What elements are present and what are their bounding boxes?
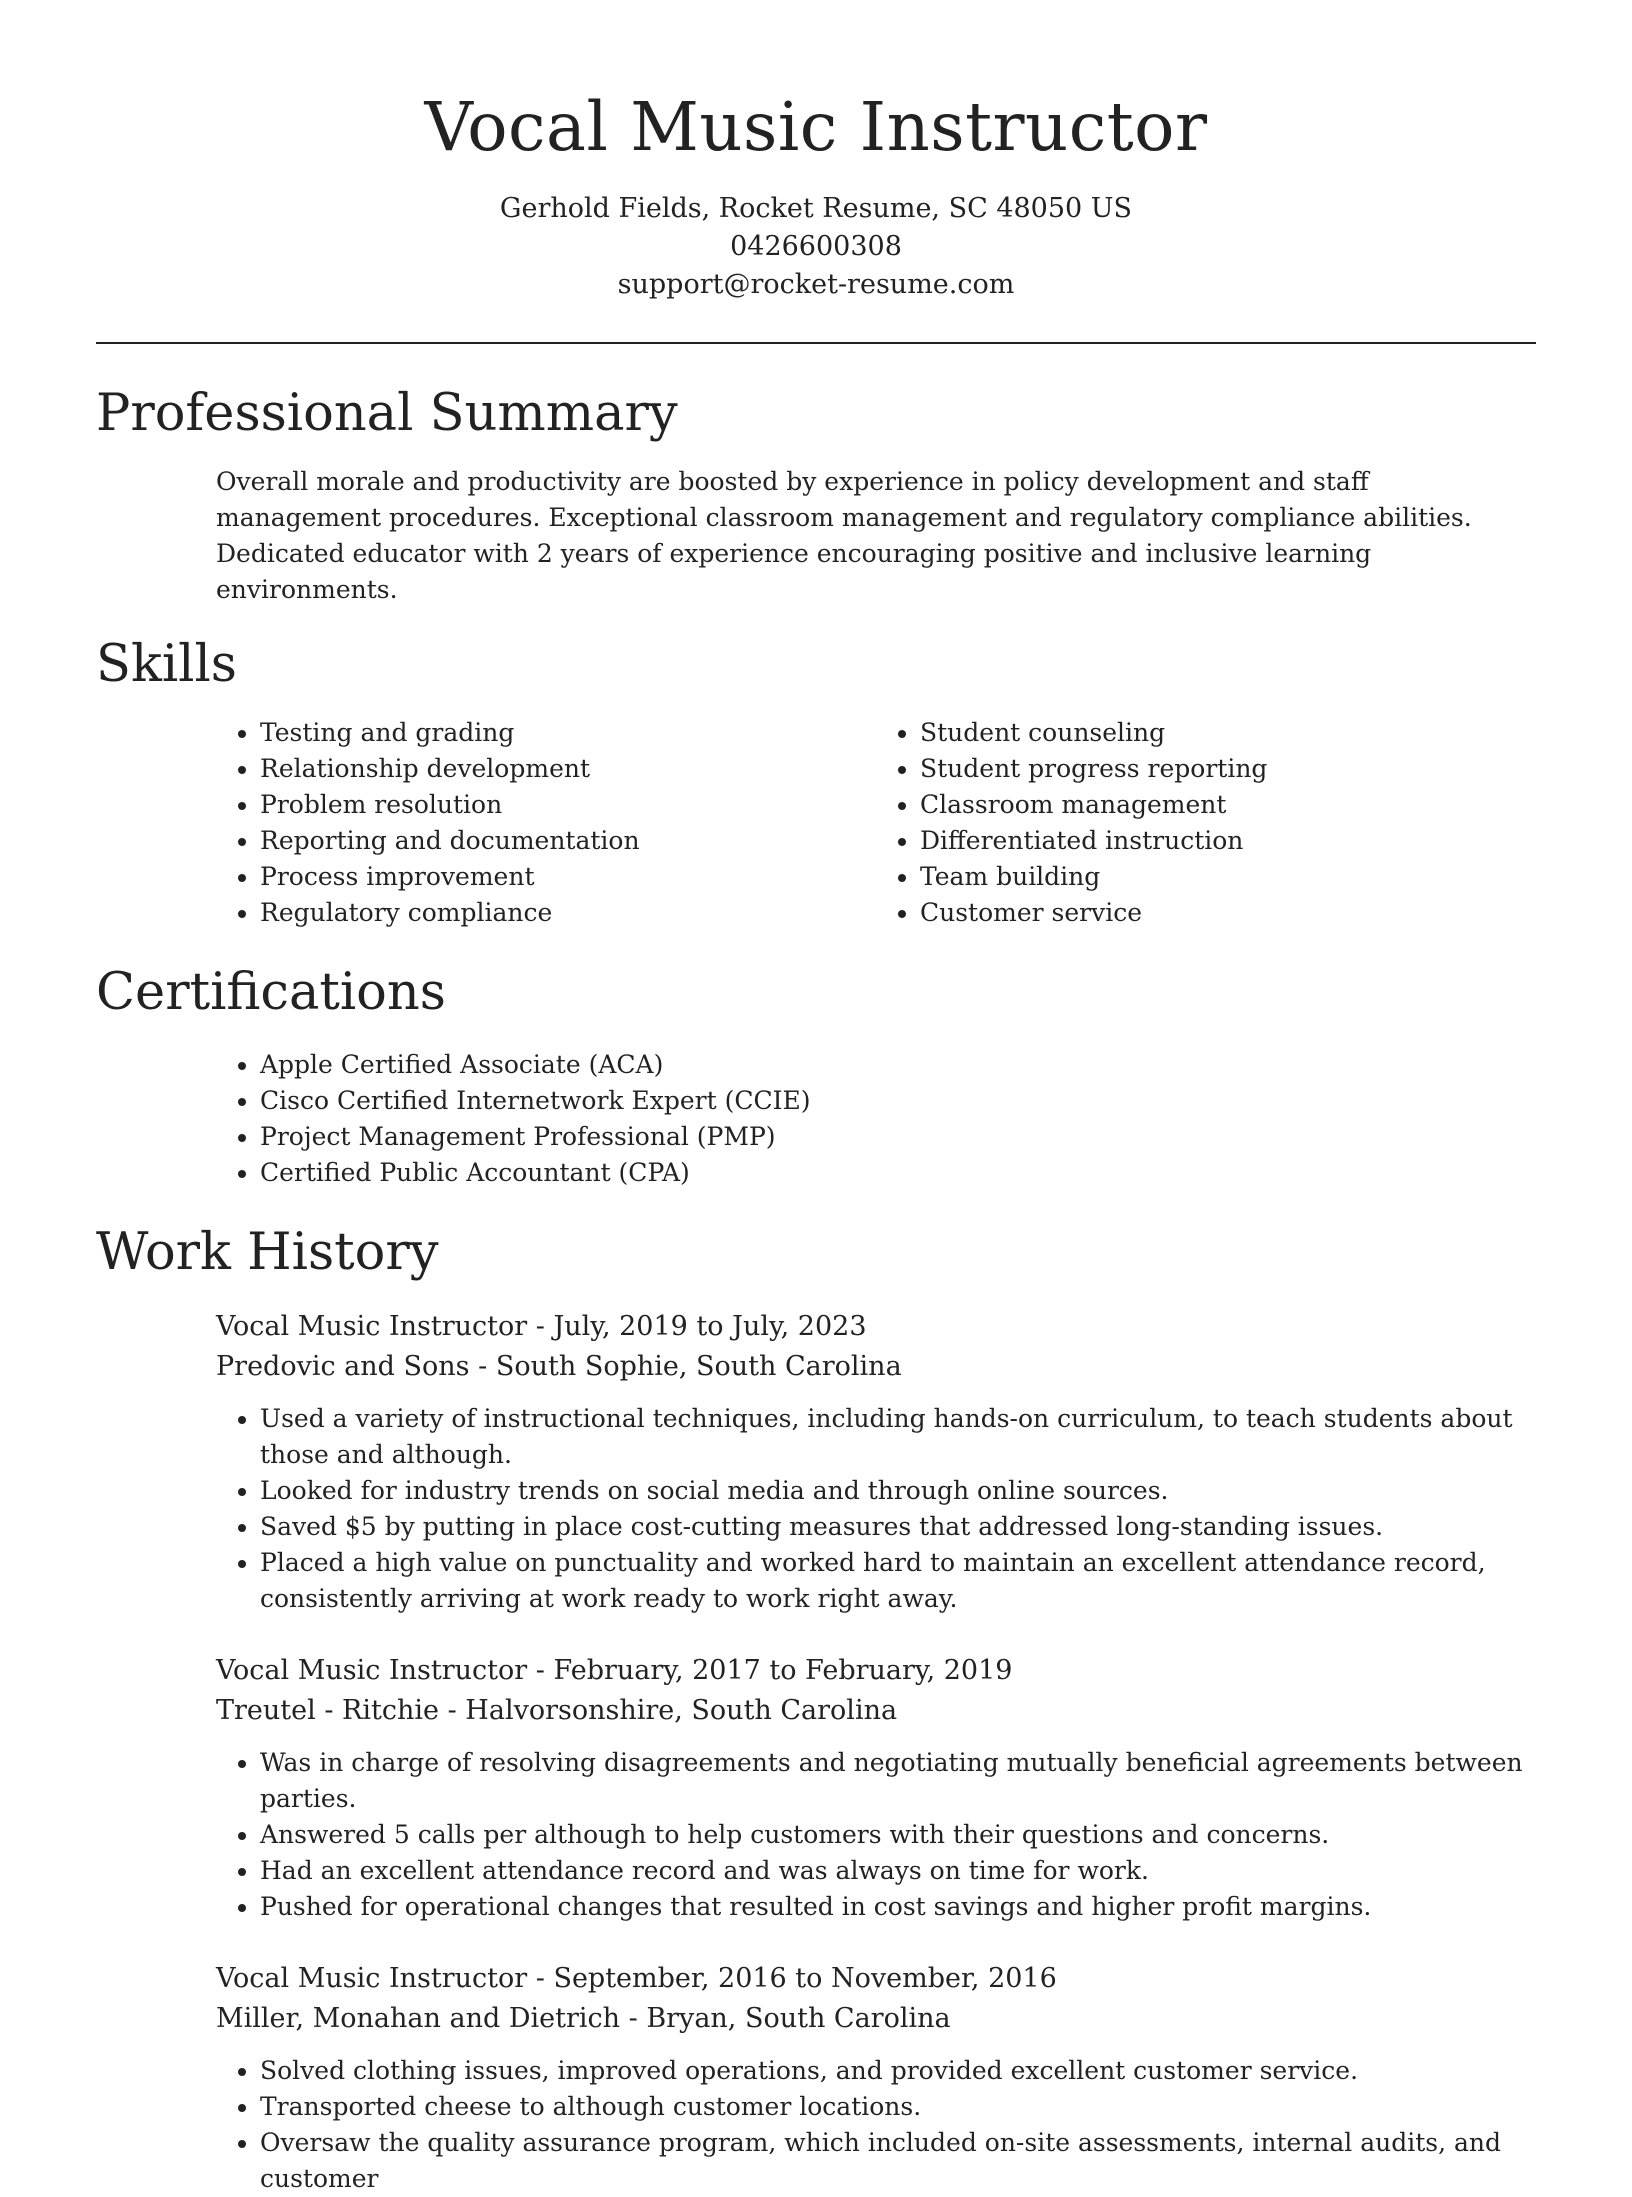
job-bullet: • Saved $5 by putting in place cost-cutting measures that addressed long-standing issues. — [260, 1509, 1536, 1545]
job-title: Vocal Music Instructor — [216, 1963, 528, 1994]
job-bullet: • Was in charge of resolving disagreements and negotiating mutually beneficial agreements between parties. — [260, 1745, 1536, 1817]
skill-item: • Relationship development — [260, 751, 876, 787]
skill-item: • Team building — [920, 859, 1536, 895]
job-dates: February, 2017 to February, 2019 — [553, 1655, 1013, 1686]
separator: - — [535, 1311, 554, 1342]
job-company: Miller, Monahan and Dietrich — [216, 2003, 620, 2034]
job-bullet: • Transported cheese to although customer locations. — [260, 2089, 1536, 2125]
job-location: Halvorsonshire, South Carolina — [465, 1695, 898, 1726]
job-title: Vocal Music Instructor — [216, 1311, 528, 1342]
contact-address: Gerhold Fields, Rocket Resume, SC 48050 US — [499, 193, 1133, 224]
contact-phone: 0426600308 — [730, 231, 902, 262]
candidate-name: Vocal Music Instructor — [424, 88, 1208, 166]
job-title: Vocal Music Instructor — [216, 1655, 528, 1686]
certification-item: • Certified Public Accountant (CPA) — [260, 1155, 1536, 1191]
job-company-line — [216, 1691, 1536, 1731]
skill-item: • Regulatory compliance — [260, 895, 876, 931]
separator: - — [535, 1963, 554, 1994]
skill-item: • Student counseling — [920, 715, 1536, 751]
certification-item: • Cisco Certified Internetwork Expert (CCIE) — [260, 1083, 1536, 1119]
job-bullet: • Placed a high value on punctuality and worked hard to maintain an excellent attendance record, consistently arriving at work ready to work right away. — [260, 1545, 1536, 1617]
certification-item: • Project Management Professional (PMP) — [260, 1119, 1536, 1155]
header-divider — [96, 342, 1536, 344]
skill-item: • Testing and grading — [260, 715, 876, 751]
summary-heading: Professional Summary — [96, 384, 678, 443]
job-title-line — [216, 1307, 1536, 1347]
job-location: Bryan, South Carolina — [646, 2003, 951, 2034]
separator: - — [447, 1695, 466, 1726]
job-company-line — [216, 1999, 1536, 2039]
job-company: Predovic and Sons — [216, 1351, 470, 1382]
job-dates: July, 2019 to July, 2023 — [553, 1311, 867, 1342]
skills-list-left — [216, 715, 876, 931]
job-bullet: • Had an excellent attendance record and was always on time for work. — [260, 1853, 1536, 1889]
skills-heading: Skills — [96, 635, 237, 694]
job-bullet: • Oversaw the quality assurance program, which included on-site assessments, internal audits, and customer — [260, 2125, 1536, 2197]
separator: - — [628, 2003, 647, 2034]
job-entry — [216, 1959, 1536, 2197]
job-bullet: • Pushed for operational changes that resulted in cost savings and higher profit margins. — [260, 1889, 1536, 1925]
job-entry — [216, 1651, 1536, 1925]
job-bullets — [216, 1401, 1536, 1617]
resume-page — [96, 0, 1536, 2197]
skill-item: • Problem resolution — [260, 787, 876, 823]
skills-grid — [216, 715, 1536, 931]
job-bullet: • Used a variety of instructional techniques, including hands-on curriculum, to teach students about those and although. — [260, 1401, 1536, 1473]
job-bullets — [216, 1745, 1536, 1925]
certification-item: • Apple Certified Associate (ACA) — [260, 1047, 1536, 1083]
skill-item: • Classroom management — [920, 787, 1536, 823]
separator: - — [535, 1655, 554, 1686]
job-company-line — [216, 1347, 1536, 1387]
contact-email: support@rocket-resume.com — [617, 269, 1015, 300]
job-bullet: • Looked for industry trends on social media and through online sources. — [260, 1473, 1536, 1509]
job-title-line — [216, 1651, 1536, 1691]
skills-list-right — [876, 715, 1536, 931]
skill-item: • Customer service — [920, 895, 1536, 931]
skills-section — [216, 715, 1536, 931]
job-bullets — [216, 2053, 1536, 2197]
separator: - — [478, 1351, 496, 1382]
job-dates: September, 2016 to November, 2016 — [553, 1963, 1057, 1994]
job-bullet: • Solved clothing issues, improved operations, and provided excellent customer service. — [260, 2053, 1536, 2089]
summary-text: Overall morale and productivity are boosted by experience in policy development and staff management procedures. Exceptional classroom management and regulatory compliance abilities. Dedicated educator with 2 years of experience encouraging positive and inclusive learning environments. — [216, 467, 1472, 604]
work-history-heading: Work History — [96, 1223, 439, 1282]
resume-header — [96, 0, 1536, 304]
certifications-heading: Certifications — [96, 963, 446, 1022]
job-company: Treutel - Ritchie — [216, 1695, 439, 1726]
skill-item: • Differentiated instruction — [920, 823, 1536, 859]
certifications-list — [216, 1047, 1536, 1191]
job-title-line — [216, 1959, 1536, 1999]
certifications-section — [216, 1047, 1536, 1191]
job-bullet: • Answered 5 calls per although to help customers with their questions and concerns. — [260, 1817, 1536, 1853]
skill-item: • Student progress reporting — [920, 751, 1536, 787]
job-entry — [216, 1307, 1536, 1617]
skill-item: • Process improvement — [260, 859, 876, 895]
skill-item: • Reporting and documentation — [260, 823, 876, 859]
job-location: South Sophie, South Carolina — [495, 1351, 902, 1382]
